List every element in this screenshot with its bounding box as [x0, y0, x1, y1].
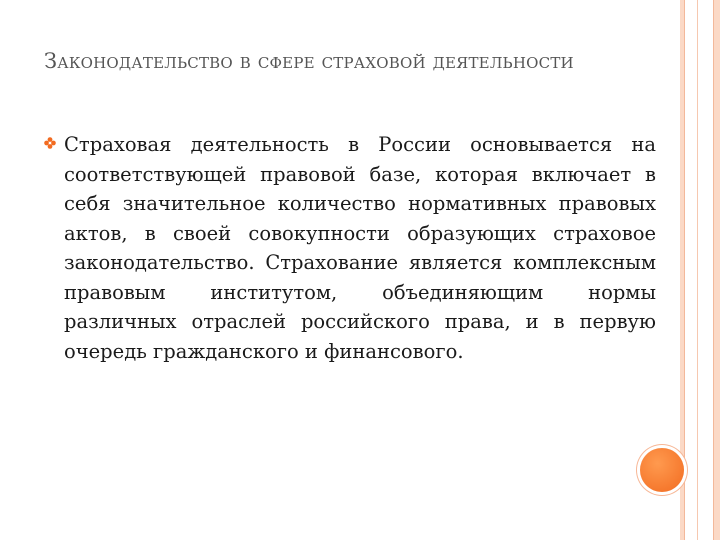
slide-title: Законодательство в сфере страховой деятельности: [44, 49, 574, 73]
decorative-frame-inner: [684, 0, 714, 540]
slide-content: [44, 130, 656, 366]
bullet-text: Страховая деятельность в России основывается на соответствующей правовой базе, которая включает в себя значительное количество нормативных правовых актов, в своей совокупности образующих страховое законодательство. Страхование является комплексным правовым институтом, объединяющим нормы различных отраслей российского права, и в первую очередь гражданского и финансового.: [64, 133, 656, 363]
flower-bullet-icon: [44, 137, 56, 149]
bullet-item: [44, 130, 656, 366]
decorative-frame-line: [697, 0, 698, 540]
accent-circle: [640, 448, 684, 492]
